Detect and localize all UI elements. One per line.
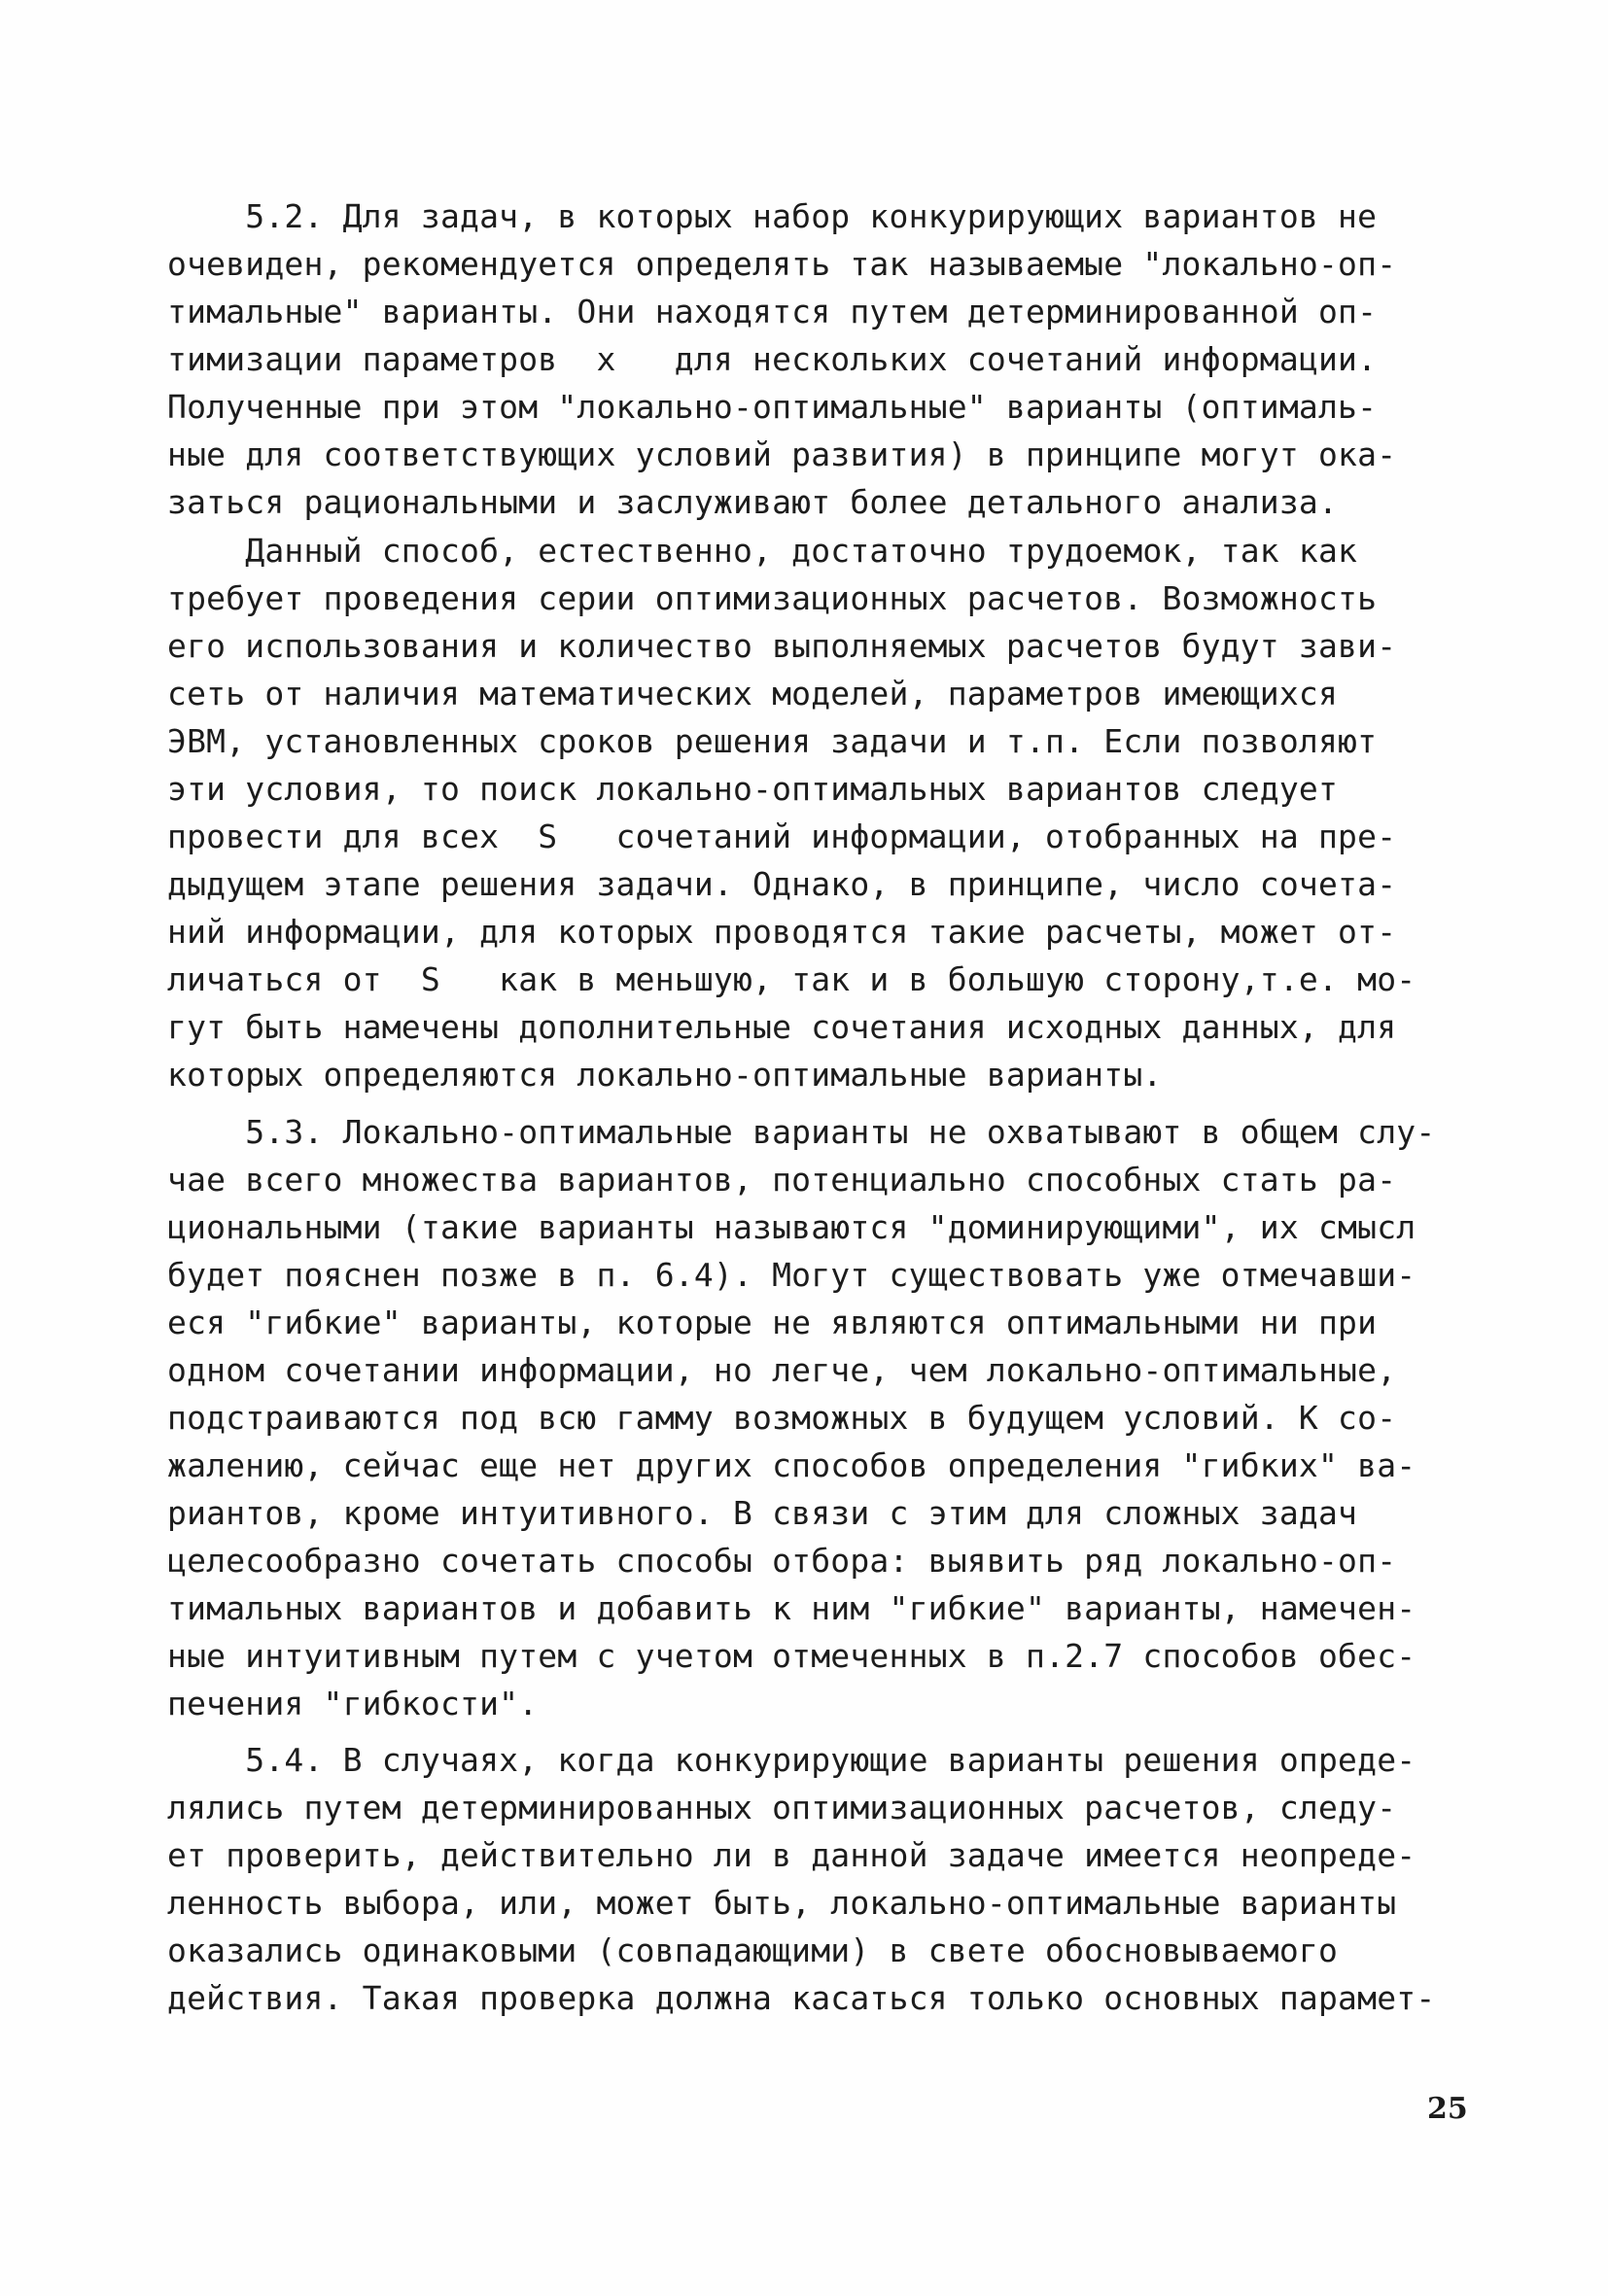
text-line: тимальных вариантов и добавить к ним "гибкие" варианты, намечен- <box>167 1589 1416 1627</box>
text-line: требует проведения серии оптимизационных расчетов. Возможность <box>167 579 1378 617</box>
text-line: действия. Такая проверка должна касаться только основных парамет- <box>167 1979 1436 2017</box>
text-line: которых определяются локально-оптимальные варианты. <box>167 1056 1163 1094</box>
paragraph-5-3 <box>167 1108 1436 1727</box>
text-line: целесообразно сочетать способы отбора: выявить ряд локально-оп- <box>167 1542 1397 1580</box>
text-line: сеть от наличия математических моделей, параметров имеющихся <box>167 675 1339 713</box>
text-line: заться рациональными и заслуживают более детального анализа. <box>167 483 1339 521</box>
text-line: Полученные при этом "локально-оптимальные" варианты (оптималь- <box>167 388 1378 426</box>
text-line: гут быть намечены дополнительные сочетания исходных данных, для <box>167 1008 1397 1046</box>
text-line: ет проверить, действительно ли в данной задаче имеется неопреде- <box>167 1836 1416 1874</box>
text-line: лялись путем детерминированных оптимизационных расчетов, следу- <box>167 1789 1397 1826</box>
text-line: провести для всех S сочетаний информации, отобранных на пре- <box>167 818 1397 855</box>
page-number: 25 <box>1427 2092 1468 2126</box>
text-line: его использования и количество выполняемых расчетов будут зави- <box>167 627 1397 665</box>
text-line: Данный способ, естественно, достаточно трудоемок, так как <box>167 532 1358 570</box>
text-line: ленность выбора, или, может быть, локально-оптимальные варианты <box>167 1884 1397 1922</box>
text-line: 5.4. В случаях, когда конкурирующие варианты решения опреде- <box>167 1741 1416 1779</box>
text-line: тимальные" варианты. Они находятся путем детерминированной оп- <box>167 293 1378 330</box>
text-line: подстраиваются под всю гамму возможных в будущем условий. К со- <box>167 1399 1397 1437</box>
text-line: чае всего множества вариантов, потенциально способных стать ра- <box>167 1161 1397 1199</box>
text-line: ний информации, для которых проводятся такие расчеты, может от- <box>167 913 1397 951</box>
text-line: печения "гибкости". <box>167 1685 539 1722</box>
paragraph-5-2 <box>167 192 1431 526</box>
text-line: циональными (такие варианты называются "доминирующими", их смысл <box>167 1208 1416 1246</box>
text-line: оказались одинаковыми (совпадающими) в свете обосновываемого <box>167 1931 1339 1969</box>
text-line: 5.3. Локально-оптимальные варианты не охватывают в общем слу- <box>167 1113 1436 1151</box>
paragraph-method-note <box>167 527 1431 1098</box>
text-line: жалению, сейчас еще нет других способов определения "гибких" ва- <box>167 1446 1416 1484</box>
text-line: очевиден, рекомендуется определять так называемые "локально-оп- <box>167 245 1397 283</box>
text-line: личаться от S как в меньшую, так и в большую сторону,т.е. мо- <box>167 960 1416 998</box>
text-line: еся "гибкие" варианты, которые не являются оптимальными ни при <box>167 1304 1378 1341</box>
text-line: дыдущем этапе решения задачи. Однако, в принципе, число сочета- <box>167 865 1397 903</box>
text-line: 5.2. Для задач, в которых набор конкурирующих вариантов не <box>167 197 1378 235</box>
text-line: ные интуитивным путем с учетом отмеченных в п.2.7 способов обес- <box>167 1637 1416 1675</box>
paragraph-5-4 <box>167 1736 1436 2022</box>
text-line: одном сочетании информации, но легче, чем локально-оптимальные, <box>167 1351 1397 1389</box>
text-line: эти условия, то поиск локально-оптимальных вариантов следует <box>167 770 1339 808</box>
text-line: тимизации параметров x для нескольких сочетаний информации. <box>167 340 1378 378</box>
text-line: ные для соответствующих условий развития) в принципе могут ока- <box>167 435 1397 473</box>
text-line: риантов, кроме интуитивного. В связи с этим для сложных задач <box>167 1494 1358 1532</box>
text-line: будет пояснен позже в п. 6.4). Могут существовать уже отмечавши- <box>167 1256 1416 1294</box>
text-line: ЭВМ, установленных сроков решения задачи и т.п. Если позволяют <box>167 722 1378 760</box>
